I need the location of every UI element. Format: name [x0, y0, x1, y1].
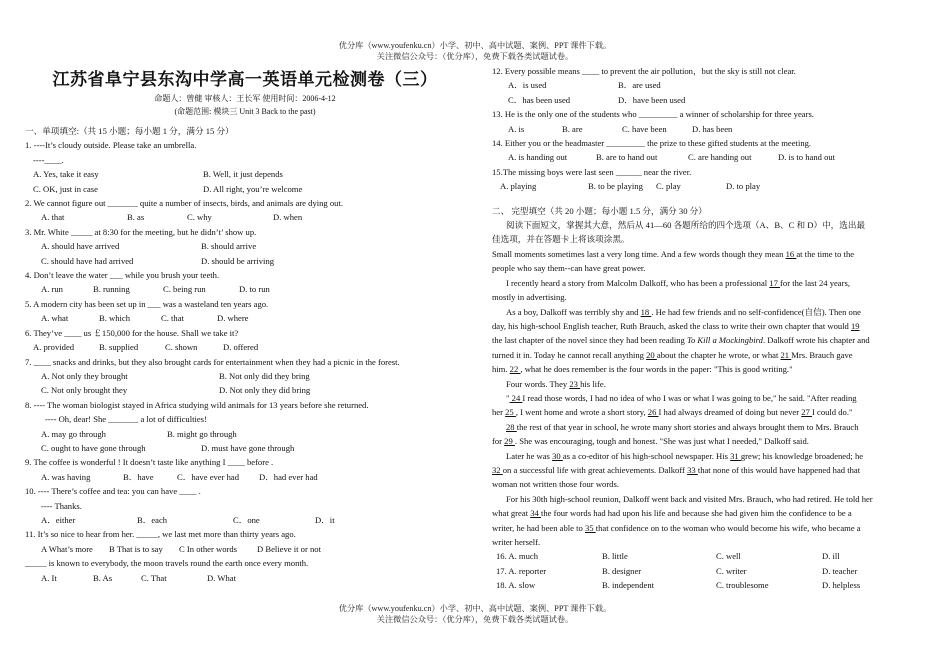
q12-options-ab — [492, 78, 924, 92]
q9-stem: 9. The coffee is wonderful ! It doesn’t taste like anything I ____ before . — [25, 457, 274, 468]
q6-option-c: C. shown — [165, 342, 198, 353]
q18-option-b: B. independent — [602, 580, 655, 591]
q5-option-b: B. which — [99, 313, 131, 324]
q3-option-b: B. should arrive — [201, 241, 257, 252]
q11-option-c: C In other words — [179, 543, 237, 554]
q8-option-c: C. ought to have gone through — [41, 442, 146, 453]
passage-text: that confidence on to the woman who would become his wife, who became a — [595, 522, 861, 533]
passage-text: the four words had had upon his life and because she had given him the confidence to be a — [540, 508, 852, 519]
q16-option-a: 16. A. much — [496, 551, 539, 562]
blank-30: 30 — [552, 450, 563, 461]
blank-17: 17 — [769, 277, 781, 288]
passage-text: him. — [492, 364, 510, 375]
q2-option-b: B. as — [127, 212, 145, 223]
passage-text: for the last 24 years, — [780, 277, 850, 288]
passage-text: . He had few friends and no self-confidence(自信). Then one — [651, 306, 861, 317]
q12-options-cd — [492, 93, 924, 107]
q12-option-b: B．are used — [618, 80, 661, 91]
left-column — [25, 64, 465, 585]
q8-option-a: A. may go through — [41, 428, 106, 439]
q8-option-d: D. must have gone through — [201, 442, 295, 453]
passage-text: Later he was — [506, 450, 553, 461]
q11b-option-c: C. That — [141, 572, 167, 583]
section2-instruction-2: 佳选项，并在答题卡上将该项涂黑。 — [492, 234, 630, 245]
q8-options-cd — [25, 441, 465, 455]
page-header — [0, 40, 950, 62]
blank-16: 16 — [785, 248, 797, 259]
q7-option-c: C. Not only brought they — [41, 385, 128, 396]
exam-scope: (命题范围: 模块三 Unit 3 Back to the past) — [174, 107, 316, 116]
q11b-options — [25, 571, 465, 585]
header-line-1: 优分库（www.youfenku.cn）小学、初中、高中试题、案例、PPT 课件下载。 — [338, 41, 612, 50]
q6-options — [25, 340, 465, 354]
q7-options-cd — [25, 383, 465, 397]
q4-stem: 4. Don’t leave the water ___ while you brush your teeth. — [25, 270, 220, 281]
blank-18: 18 — [640, 306, 652, 317]
book-title: To Kill a Mockingbird — [686, 335, 763, 346]
q11-stem: 11. It’s so nice to hear from her. _____, we last met more than thirty years ago. — [25, 529, 296, 540]
q18-options — [492, 578, 924, 592]
q3-option-d: D. should be arriving — [201, 255, 275, 266]
blank-29: 29 — [504, 436, 515, 447]
blank-21: 21 — [780, 349, 792, 360]
blank-19: 19 — [851, 320, 860, 331]
blank-33: 33 — [687, 464, 698, 475]
q4-option-c: C. being run — [163, 284, 206, 295]
passage-text: her — [492, 407, 506, 418]
q4-option-a: A. run — [41, 284, 63, 295]
passage-text: I had always dreamed of doing but never — [658, 407, 802, 418]
q15-option-b: B. to be playing — [588, 181, 643, 192]
q14-options — [492, 150, 924, 164]
q11b-option-a: A. It — [41, 572, 57, 583]
q4-options — [25, 282, 465, 296]
passage-text: I could do." — [812, 407, 853, 418]
q13-option-d: D. has been — [692, 123, 733, 134]
q15-options — [492, 179, 924, 193]
q9-option-a: A. was having — [41, 471, 91, 482]
q8-option-b: B. might go through — [167, 428, 237, 439]
q10-option-d: D．it — [315, 514, 335, 525]
footer-line-1: 优分库（www.youfenku.cn）小学、初中、高中试题、案例、PPT 课件下载。 — [338, 604, 612, 613]
blank-28: 28 — [506, 421, 517, 432]
passage-paragraph-3 — [492, 305, 924, 377]
blank-25: 25 — [505, 407, 516, 418]
q11b-stem: _____ is known to everybody, the moon travels round the earth once every month. — [25, 558, 309, 569]
q14-option-d: D. is to hand out — [778, 152, 836, 163]
q6-stem: 6. They’ve ____ us ￡150,000 for the house. Shall we take it? — [25, 327, 239, 338]
q10-options — [25, 513, 465, 527]
q11-option-b: B That is to say — [109, 543, 163, 554]
q13-option-a: A. is — [508, 123, 525, 134]
q2-option-d: D. when — [273, 212, 303, 223]
passage-paragraph-7 — [492, 449, 924, 492]
q9-option-d: D．had ever had — [259, 471, 318, 482]
q1-option-a: A. Yes, take it easy — [33, 169, 99, 180]
q15-option-a: A. playing — [500, 181, 537, 192]
q5-options — [25, 311, 465, 325]
q14-option-a: A. is handing out — [508, 152, 568, 163]
passage-text: , what he does remember is the four words in the paper: "This is good writing." — [520, 364, 793, 375]
q11-option-a: A What’s more — [41, 543, 93, 554]
passage-text: Small moments sometimes last a very long time. And a few words though they mean — [492, 248, 786, 259]
passage-text: on a successful life with great achievements. Dalkoff — [502, 464, 688, 475]
blank-35: 35 — [584, 522, 596, 533]
q11b-option-b: B. As — [93, 572, 113, 583]
q13-options — [492, 122, 924, 136]
passage-text: his life. — [580, 378, 606, 389]
q9-option-b: B．have — [123, 471, 154, 482]
passage-text: woman not written those four words. — [492, 479, 619, 490]
passage-paragraph-6 — [492, 420, 924, 449]
q17-option-d: D. teacher — [822, 565, 858, 576]
q3-option-a: A. should have arrived — [41, 241, 120, 252]
q3-options-cd — [25, 254, 465, 268]
passage-text: the rest of that year in school, he wrote many short stories and always brought them to Mrs. Brauch — [516, 421, 859, 432]
q11-options — [25, 542, 465, 556]
passage-paragraph-8 — [492, 492, 924, 550]
q17-option-c: C. writer — [716, 565, 747, 576]
passage-text: as a co-editor of his high-school newspaper. His — [562, 450, 731, 461]
passage-text: at the time to the — [796, 248, 855, 259]
q1-options-cd — [25, 182, 465, 196]
passage-text: the last chapter of the novel since they had been reading — [492, 335, 687, 346]
q5-stem: 5. A modern city has been set up in ___ was a wasteland ten years ago. — [25, 298, 269, 309]
q10-stem: 10. ---- There’s coffee and tea: you can have ____ . — [25, 486, 201, 497]
blank-27: 27 — [801, 407, 812, 418]
passage-text: writer herself. — [492, 537, 541, 547]
q15-option-c: C. play — [656, 181, 681, 192]
q14-option-b: B. are to hand out — [596, 152, 658, 163]
q1-option-c: C. OK, just in case — [33, 183, 98, 194]
blank-26: 26 — [647, 407, 659, 418]
q8-reply: ---- Oh, dear! She _______ a lot of difficulties! — [45, 414, 207, 425]
blank-23: 23 — [569, 378, 581, 389]
right-column — [492, 64, 924, 593]
passage-text: writer, he had been able to — [492, 522, 585, 533]
passage-text: people who say them--can have great power. — [492, 263, 646, 274]
q16-option-c: C. well — [716, 551, 741, 562]
q18-option-d: D. helpless — [822, 580, 861, 591]
q10-option-c: C．one — [233, 514, 260, 525]
q13-option-b: B. are — [562, 123, 583, 134]
q8-options-ab — [25, 427, 465, 441]
passage-text: that none of this would have happened had that — [697, 464, 861, 475]
q1-stem: 1. ----It’s cloudy outside. Please take an umbrella. — [25, 140, 197, 151]
q11b-option-d: D. What — [207, 572, 236, 583]
q6-option-a: A. provided — [33, 342, 75, 353]
q16-options — [492, 549, 924, 563]
q12-option-d: D．have been used — [618, 94, 686, 105]
q6-option-b: B. supplied — [99, 342, 139, 353]
q2-stem: 2. We cannot figure out _______ quite a number of insects, birds, and animals are dying out. — [25, 198, 344, 209]
q14-option-c: C. are handing out — [688, 152, 752, 163]
q12-stem: 12. Every possible means ____ to prevent the air pollution，but the sky is still not clear. — [492, 66, 796, 76]
q5-option-d: D. where — [217, 313, 249, 324]
q3-option-c: C. should have had arrived — [41, 255, 134, 266]
q6-option-d: D. offered — [223, 342, 259, 353]
passage-text: . She was encouraging, tough and honest. "She was just what I needed," Dalkoff said. — [514, 436, 809, 447]
q8-stem: 8. ---- The woman biologist stayed in Africa studying wild animals for 13 years before she returned. — [25, 399, 369, 410]
blank-31: 31 — [730, 450, 741, 461]
passage-paragraph-2 — [492, 276, 924, 305]
q7-stem: 7. ____ snacks and drinks, but they also brought cards for entertainment when they had a picnic in the forest. — [25, 356, 400, 367]
header-line-2: 关注微信公众号：（优分库），免费下载各类试题试卷。 — [376, 52, 574, 61]
q17-option-a: 17. A. reporter — [496, 565, 547, 576]
q11-option-d: D Believe it or not — [257, 543, 321, 554]
q12-option-a: A．is used — [508, 80, 547, 91]
q4-option-b: B. running — [93, 284, 130, 295]
exam-title: 江苏省阜宁县东沟中学高一英语单元检测卷（三） — [52, 70, 438, 90]
q2-options — [25, 210, 465, 224]
passage-text: I read those words, I had no idea of who I was or what I was going to be," he said. "After reading — [522, 392, 857, 403]
q1-reply: ----____. — [33, 154, 64, 165]
q15-stem: 15.The missing boys were last seen ______ near the river. — [492, 166, 692, 177]
passage-text: turned it in. Today he cannot recall anything — [492, 349, 647, 360]
passage-text: grew; his knowledge broadened; he — [740, 450, 864, 461]
passage-text: I recently heard a story from Malcolm Dalkoff, who has been a professional — [506, 277, 770, 288]
q9-option-c: C．have ever had — [177, 471, 240, 482]
q15-option-d: D. to play — [726, 181, 761, 192]
q9-options — [25, 470, 465, 484]
passage-text: As a boy, Dalkoff was terribly shy and — [506, 306, 641, 317]
q3-options-ab — [25, 239, 465, 253]
q18-option-c: C. troublesome — [716, 580, 769, 591]
q4-option-d: D. to run — [239, 284, 270, 295]
passage-text: mostly in advertising. — [492, 292, 567, 303]
passage-text: for — [492, 436, 505, 447]
q10-option-a: A．either — [41, 514, 76, 525]
q7-option-b: B. Not only did they bring — [219, 370, 310, 381]
q18-option-a: 18. A. slow — [496, 580, 536, 591]
q7-option-a: A. Not only they brought — [41, 370, 128, 381]
q5-option-c: C. that — [161, 313, 184, 324]
q14-stem: 14. Either you or the headmaster _________ the prize to these gifted students at the meeting. — [492, 138, 812, 149]
passage-paragraph-1 — [492, 247, 924, 276]
q2-option-a: A. that — [41, 212, 65, 223]
page-footer — [0, 603, 950, 625]
q10-reply: ---- Thanks. — [41, 500, 82, 511]
q1-option-d: D. All right, you’re welcome — [203, 183, 303, 194]
q16-option-b: B. little — [602, 551, 628, 562]
blank-20: 20 — [646, 349, 657, 360]
footer-line-2: 关注微信公众号：（优分库），免费下载各类试题试卷。 — [376, 615, 574, 624]
q13-stem: 13. He is the only one of the students who _________ a winner of scholarship for three years. — [492, 109, 814, 120]
q3-stem: 3. Mr. White _____ at 8:30 for the meeting, but he didn’t’ show up. — [25, 226, 257, 237]
q1-options-ab — [25, 167, 465, 181]
q16-option-d: D. ill — [822, 551, 840, 562]
section2-heading: 二、 完型填空（共 20 小题；每小题 1.5 分，满分 30 分） — [492, 205, 707, 216]
q7-options-ab — [25, 369, 465, 383]
q1-option-b: B. Well, it just depends — [203, 169, 283, 180]
section1-heading: 一、单项填空:（共 15 小题；每小题 1 分，满分 15 分） — [25, 126, 234, 136]
q2-option-c: C. why — [187, 212, 212, 223]
blank-32: 32 — [492, 464, 503, 475]
blank-34: 34 — [530, 508, 541, 519]
section2-instruction-1: 阅读下面短文，掌握其大意，然后从 41—60 各题所给的四个选项（A、B、C 和 D）中，选出最 — [506, 220, 866, 231]
q5-option-a: A. what — [41, 313, 69, 324]
passage-text: what great — [492, 508, 531, 519]
passage-text: Mrs. Brauch gave — [791, 349, 853, 360]
blank-24: 24 — [509, 392, 523, 403]
q17-options — [492, 564, 924, 578]
passage-text: day, his high-school English teacher, Ruth Brauch, asked the class to write their own chapter that would — [492, 320, 851, 331]
q10-option-b: B．each — [137, 514, 168, 525]
q7-option-d: D. Not only they did bring — [219, 385, 311, 396]
q17-option-b: B. designer — [602, 565, 642, 576]
passage-text: about the chapter he wrote, or what — [656, 349, 781, 360]
passage-text: . Dalkoff wrote his chapter and — [762, 335, 870, 346]
passage-paragraph-5 — [492, 391, 924, 420]
passage-text: , I went home and wrote a short story, — [515, 407, 648, 418]
passage-text: " — [506, 392, 510, 403]
q13-option-c: C. have been — [622, 123, 667, 134]
exam-meta: 命题人：曾健 审核人：王长军 使用时间：2006-4-12 — [154, 94, 336, 103]
blank-22: 22 — [509, 364, 521, 375]
q12-option-c: C．has been used — [508, 94, 571, 105]
passage-paragraph-4 — [492, 377, 924, 391]
passage-text: Four words. They — [506, 378, 570, 389]
passage-text: For his 30th high-school reunion, Dalkoff went back and visited Mrs. Brauch, who had retired. He told her — [506, 493, 873, 504]
